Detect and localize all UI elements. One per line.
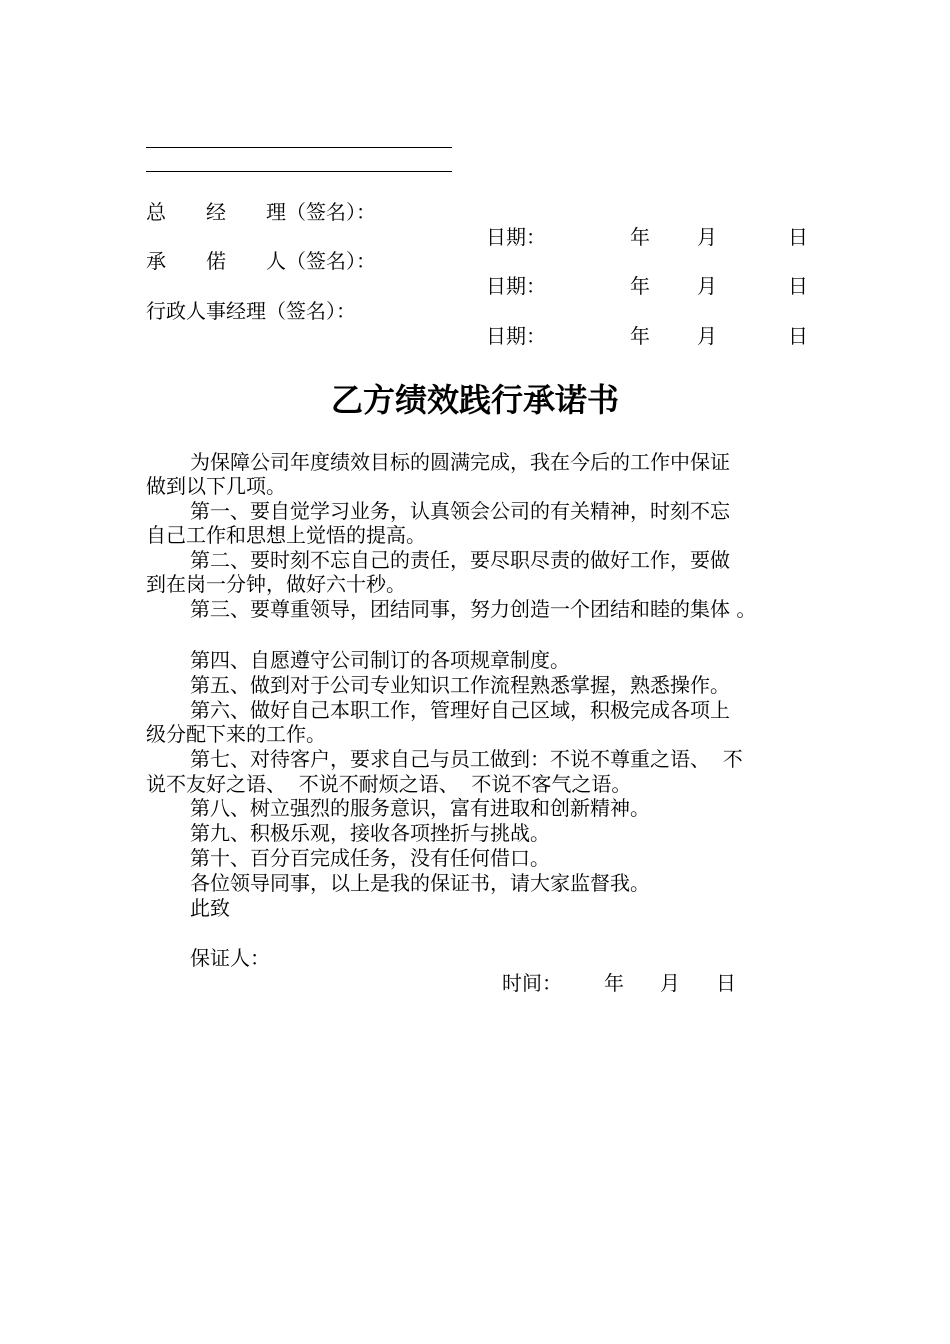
body-line-13: 说不友好之语、 不说不耐烦之语、 不说不客气之语。 <box>146 772 632 796</box>
time-day: 日 <box>716 971 736 995</box>
date-day-1: 日 <box>788 225 808 249</box>
body-line-6: 到在岗一分钟，做好六十秒。 <box>146 572 406 596</box>
blank-line-1 <box>146 147 452 148</box>
date-month-3: 月 <box>697 324 717 348</box>
body-line-4: 自己工作和思想上觉悟的提高。 <box>146 523 426 547</box>
time-label: 时间： <box>502 971 562 995</box>
time-month: 月 <box>660 971 680 995</box>
date-day-3: 日 <box>788 324 808 348</box>
date-day-2: 日 <box>788 274 808 298</box>
guarantor-label: 保证人： <box>190 946 270 970</box>
body-line-3: 第一、要自觉学习业务，认真领会公司的有关精神，时刻不忘 <box>190 499 730 523</box>
body-line-11: 级分配下来的工作。 <box>146 722 326 746</box>
body-line-7: 第三、要尊重领导，团结同事，努力创造一个团结和睦的集体 。 <box>190 597 757 621</box>
date-label-3: 日期： <box>486 324 546 348</box>
body-line-16: 第十、百分百完成任务，没有任何借口。 <box>190 846 550 870</box>
body-line-14: 第八、树立强烈的服务意识，富有进取和创新精神。 <box>190 796 650 820</box>
body-line-8: 第四、自愿遵守公司制订的各项规章制度。 <box>190 648 570 672</box>
date-year-1: 年 <box>630 225 650 249</box>
body-line-15: 第九、积极乐观，接收各项挫折与挑战。 <box>190 821 550 845</box>
signature-label-promisor: 承 偌 人（签名）： <box>146 249 376 273</box>
time-year: 年 <box>604 971 624 995</box>
body-line-2: 做到以下几项。 <box>146 474 286 498</box>
signature-label-general-manager: 总 经 理（签名）： <box>146 200 376 224</box>
date-label-1: 日期： <box>486 225 546 249</box>
body-line-9: 第五、做到对于公司专业知识工作流程熟悉掌握，熟悉操作。 <box>190 673 730 697</box>
date-month-2: 月 <box>697 274 717 298</box>
signature-label-hr-manager: 行政人事经理（签名）： <box>146 299 356 323</box>
date-year-3: 年 <box>630 324 650 348</box>
body-line-1: 为保障公司年度绩效目标的圆满完成，我在今后的工作中保证 <box>190 450 730 474</box>
body-line-12: 第七、对待客户，要求自己与员工做到：不说不尊重之语、 不 <box>190 747 743 771</box>
body-line-5: 第二、要时刻不忘自己的责任，要尽职尽责的做好工作，要做 <box>190 548 730 572</box>
date-year-2: 年 <box>630 274 650 298</box>
document-title: 乙方绩效践行承诺书 <box>330 381 619 419</box>
blank-line-2 <box>146 171 452 172</box>
body-line-17: 各位领导同事，以上是我的保证书，请大家监督我。 <box>190 871 650 895</box>
date-month-1: 月 <box>697 225 717 249</box>
date-label-2: 日期： <box>486 274 546 298</box>
body-line-10: 第六、做好自己本职工作，管理好自己区域，积极完成各项上 <box>190 698 730 722</box>
closing-salutation: 此致 <box>190 896 230 920</box>
